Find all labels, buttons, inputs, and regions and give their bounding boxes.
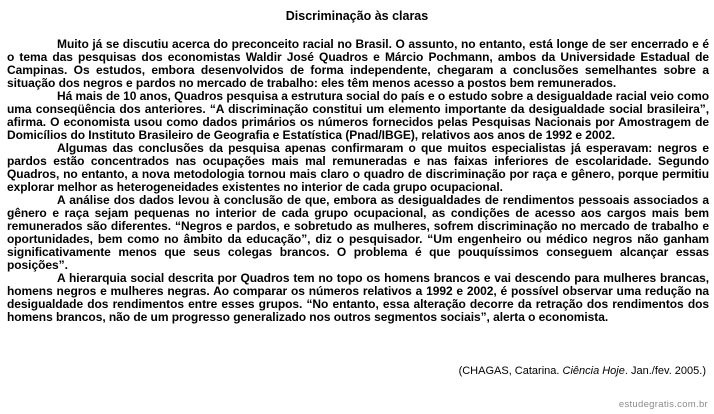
- citation-journal: Ciência Hoje: [562, 365, 625, 377]
- paragraph-5: A hierarquia social descrita por Quadros tem no topo os homens brancos e vai descendo para mulheres brancas, homens negros e mulheres negras. Ao comparar os números relativos a 1992 e 2002, é possível observar uma redução na desigualdade dos rendimentos entre esses grupos. “No entanto, essa alteração decorre da retração dos rendimentos dos homens brancos, não de um progresso generalizado nos outros segmentos sociais”, alerta o economista.: [7, 271, 709, 324]
- article-body: [7, 38, 709, 324]
- citation-prefix: (CHAGAS, Catarina.: [458, 365, 563, 377]
- paragraph-3: Algumas das conclusões da pesquisa apenas confirmaram o que muitos especialistas já esperavam: negros e pardos estão concentrados nas ocupações mais mal remuneradas e nas faixas inferiores de escolaridade. Segundo Quadros, no entanto, a nova metodologia tornou mais claro o quadro de discriminação por raça e gênero, porque permitiu explorar melhor as heterogeneidades existentes no interior de cada grupo ocupacional.: [7, 141, 709, 194]
- citation-suffix: . Jan./fev. 2005.): [624, 365, 706, 377]
- article-title: Discriminação às claras: [285, 9, 429, 23]
- paragraph-4: A análise dos dados levou à conclusão de que, embora as desigualdades de rendimentos pessoais associados a gênero e raça sejam pequenas no interior de cada grupo ocupacional, as condições de acesso aos cargos mais bem remunerados são diferentes. “Negros e pardos, e sobretudo as mulheres, sofrem discriminação no mercado de trabalho e oportunidades, bem como no âmbito da educação”, diz o pesquisador. “Um engenheiro ou médico negros não ganham significativamente menos que seus colegas brancos. O problema é que pouquíssimos conseguem alcançar essas posições”.: [7, 193, 709, 272]
- site-watermark: estudegratis.com.br: [618, 399, 708, 410]
- citation: [459, 365, 706, 377]
- paragraph-2: Há mais de 10 anos, Quadros pesquisa a estrutura social do país e o estudo sobre a desigualdade racial veio como uma conseqüência dos anteriores. “A discriminação constitui um elemento importante da desigualdade social brasileira”, afirma. O economista usou como dados primários os números fornecidos pelas Pesquisas Nacionais por Amostragem de Domicílios do Instituto Brasileiro de Geografia e Estatística (Pnad/IBGE), relativos aos anos de 1992 e 2002.: [7, 89, 709, 142]
- paragraph-1: Muito já se discutiu acerca do preconceito racial no Brasil. O assunto, no entanto, está longe de ser encerrado e é o tema das pesquisas dos economistas Waldir José Quadros e Márcio Pochmann, ambos da Universidade Estadual de Campinas. Os estudos, embora desenvolvidos de forma independente, chegaram a conclusões semelhantes sobre a situação dos negros e pardos no mercado de trabalho: eles têm menos acesso a postos bem remunerados.: [7, 37, 709, 90]
